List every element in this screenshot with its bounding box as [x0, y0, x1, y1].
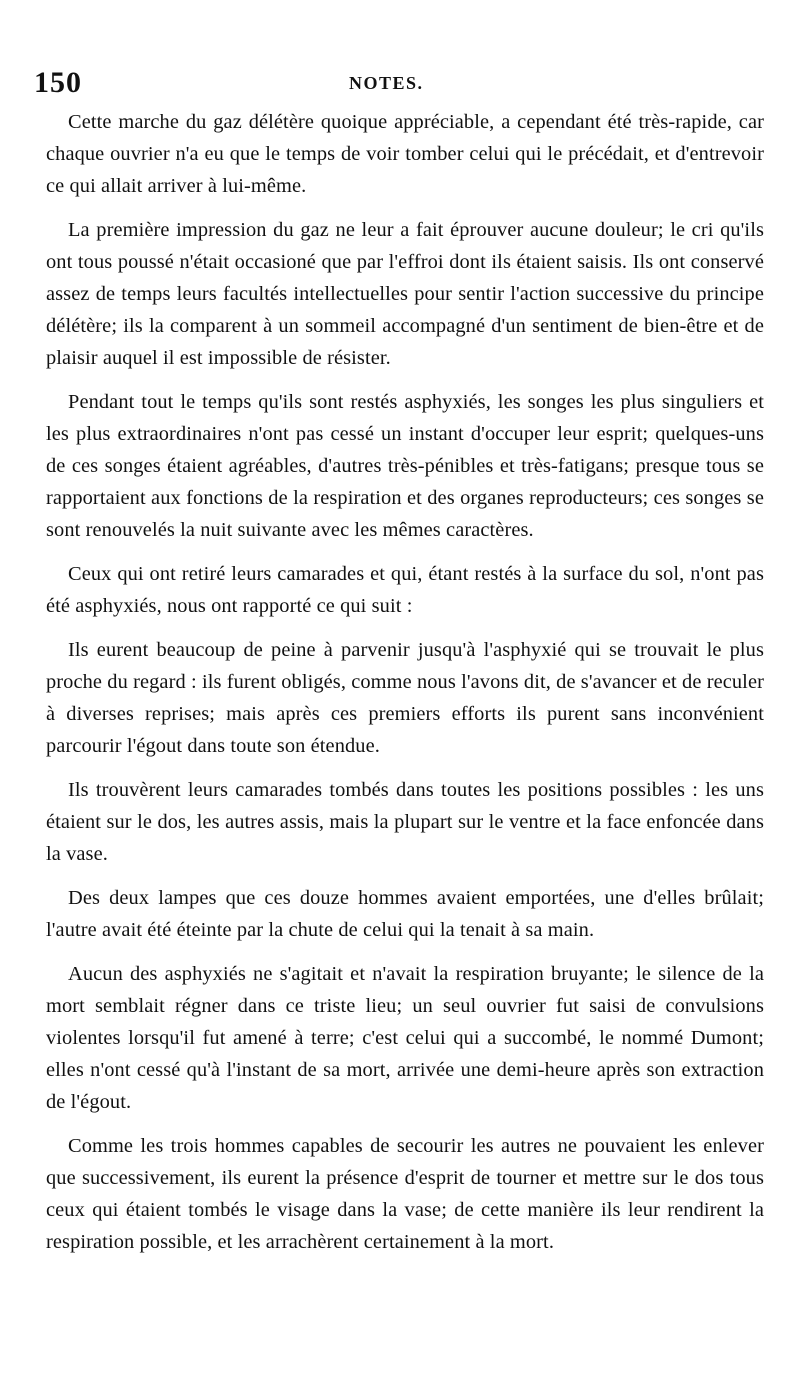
paragraph: Comme les trois hommes capables de secourir les autres ne pouvaient les enlever que successivement, ils eurent la présence d'esprit de tourner et mettre sur le dos tous ceux qui étaient tombés le visage dans la vase; de cette manière ils leur rendirent la respiration possible, et les arrachèrent certainement à la mort.	[46, 1135, 764, 1253]
paragraph: Ils trouvèrent leurs camarades tombés dans toutes les positions possibles : les uns étaient sur le dos, les autres assis, mais la plupart sur le ventre et la face enfoncée dans la vase.	[46, 779, 764, 865]
paragraph: Pendant tout le temps qu'ils sont restés asphyxiés, les songes les plus singuliers et les plus extraordinaires n'ont pas cessé un instant d'occuper leur esprit; quelques-uns de ces songes étaient agréables, d'autres très-pénibles et très-fatigans; presque tous se rapportaient aux fonctions de la respiration et des organes reproducteurs; ces songes se sont renouvelés la nuit suivante avec les mêmes caractères.	[46, 391, 764, 541]
page-header	[34, 66, 762, 102]
paragraph: Aucun des asphyxiés ne s'agitait et n'avait la respiration bruyante; le silence de la mort semblait régner dans ce triste lieu; un seul ouvrier fut saisi de convulsions violentes lorsqu'il fut amené à terre; c'est celui qui a succombé, le nommé Dumont; elles n'ont cessé qu'à l'instant de sa mort, arrivée une demi-heure après son extraction de l'égout.	[46, 963, 764, 1113]
paragraph: Des deux lampes que ces douze hommes avaient emportées, une d'elles brûlait; l'autre avait été éteinte par la chute de celui qui la tenait à sa main.	[46, 887, 764, 941]
running-head: NOTES.	[349, 73, 424, 93]
page-number: 150	[34, 66, 82, 99]
paragraph: Ils eurent beaucoup de peine à parvenir jusqu'à l'asphyxié qui se trouvait le plus proche du regard : ils furent obligés, comme nous l'avons dit, de s'avancer et de reculer à diverses reprises; mais après ces premiers efforts ils purent sans inconvénient parcourir l'égout dans toute son étendue.	[46, 639, 764, 757]
paragraph: La première impression du gaz ne leur a fait éprouver aucune douleur; le cri qu'ils ont tous poussé n'était occasioné que par l'effroi dont ils étaient saisis. Ils ont conservé assez de temps leurs facultés intellectuelles pour sentir l'action successive du principe délétère; ils la comparent à un sommeil accompagné d'un sentiment de bien-être et de plaisir auquel il est impossible de résister.	[46, 219, 764, 369]
paragraph: Cette marche du gaz délétère quoique appréciable, a cependant été très-rapide, car chaque ouvrier n'a eu que le temps de voir tomber celui qui le précédait, et d'entrevoir ce qui allait arriver à lui-même.	[46, 111, 764, 197]
body-text	[46, 106, 764, 1258]
paragraph: Ceux qui ont retiré leurs camarades et qui, étant restés à la surface du sol, n'ont pas été asphyxiés, nous ont rapporté ce qui suit :	[46, 563, 764, 617]
